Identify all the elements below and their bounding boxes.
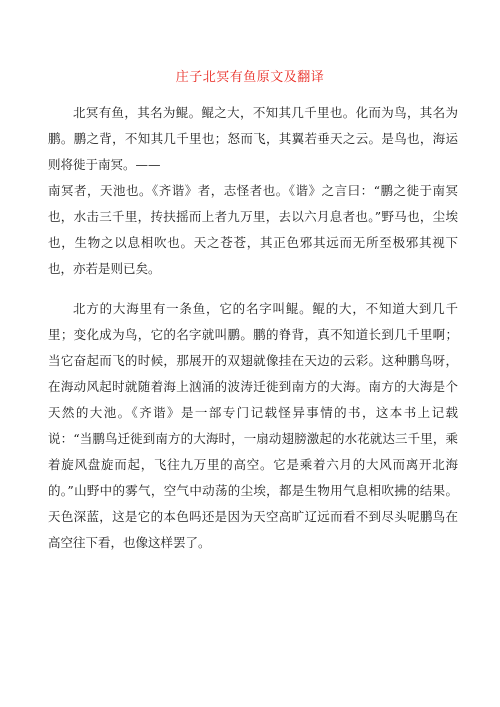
original-text-paragraph-2: 南冥者，天池也。《齐谐》者，志怪者也。《谐》之言曰：“鹏之徙于南冥也，水击三千里，抟扶摇而上者九万里，去以六月息者也。”野马也，尘埃也，生物之以息相吹也。天之苍苍，其正色邪其远而无所至极邪其视下也，亦若是则已矣。: [48, 183, 458, 276]
translation-paragraph: 北方的大海里有一条鱼，它的名字叫鲲。鲲的大，不知道大到几千里；变化成为鸟，它的名字就叫鹏。鹏的脊背，真不知道长到几千里啊；当它奋起而飞的时候，那展开的双翅就像挂在天边的云彩。这种鹏鸟呀，在海动风起时就随着海上汹涌的波涛迁徙到南方的大海。南方的大海是个天然的大池。《齐谐》是一部专门记载怪异事情的书，这本书上记载说：“当鹏鸟迁徙到南方的大海时，一扇动翅膀激起的水花就达三千里，乘着旋风盘旋而起，飞往九万里的高空。它是乘着六月的大风而离开北海的。”山野中的雾气，空气中动荡的尘埃，都是生物用气息相吹拂的结果。天色深蓝，这是它的本色吗还是因为天空高旷辽远而看不到尽头呢鹏鸟在高空往下看，也像这样罢了。: [48, 301, 458, 550]
document-title: 庄子北冥有鱼原文及翻译: [175, 70, 325, 85]
original-text-paragraph-1: 北冥有鱼，其名为鲲。鲲之大，不知其几千里也。化而为鸟，其名为鹏。鹏之背，不知其几千里也；怒而飞，其翼若垂天之云。是鸟也，海运则将徙于南冥。——: [48, 105, 458, 172]
